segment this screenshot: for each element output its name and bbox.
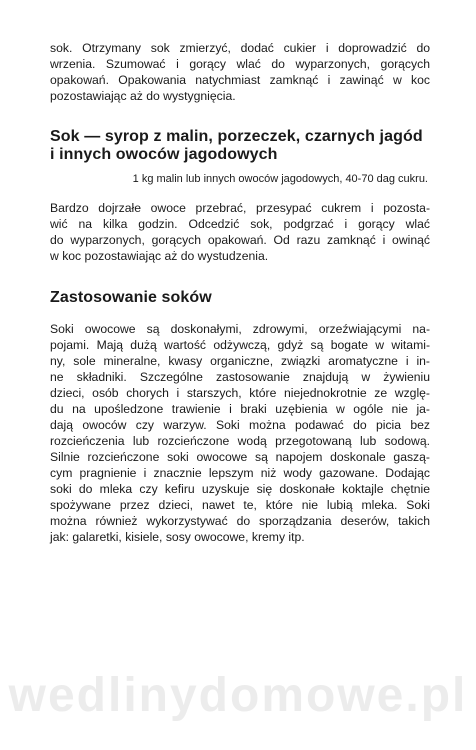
intro-line: sok. Otrzymany sok zmierzyć, dodać cukier i doprowadzić do <box>50 41 430 55</box>
usage-title <box>50 289 430 307</box>
intro-line: pozostawiając aż do wystygnięcia. <box>50 89 236 103</box>
usage-line: można również wykorzystywać do sporządzania deserów, takich <box>50 514 430 528</box>
watermark: wedlinydomowe.pl <box>8 669 468 722</box>
recipe-line: w koc pozostawiając aż do wystudzenia. <box>50 249 269 263</box>
recipe-line: Bardzo dojrzałe owoce przebrać, przesypać cukrem i pozosta- <box>50 201 430 215</box>
usage-line: Soki owocowe są doskonałymi, zdrowymi, orzeźwiającymi na- <box>50 322 430 336</box>
usage-line: cym pragnienie i znacznie lepszym niż wody gazowane. Dodając <box>50 466 430 480</box>
usage-line: pojami. Mają dużą wartość odżywczą, gdyż są bogate w witami- <box>50 338 430 352</box>
usage-line: ne składniki. Szczególne zastosowanie znajdują w żywieniu <box>50 370 430 384</box>
recipe-title <box>50 128 430 164</box>
usage-line: soki do mleka czy kefiru uzyskuje się doskonałe koktajle chętnie <box>50 482 430 496</box>
usage-line: ny, sole mineralne, kwasy organiczne, związki aromatyczne i in- <box>50 354 430 368</box>
usage-line: dzieci, osób chorych i starszych, które niejednokrotnie ze wzglę- <box>50 386 430 400</box>
usage-line: dają owoców czy warzyw. Soki można podawać do picia bez <box>50 418 430 432</box>
intro-paragraph <box>50 40 430 104</box>
usage-title-text: Zastosowanie soków <box>50 289 212 306</box>
usage-line: spożywane przez dzieci, nawet te, które nie lubią mleka. Soki <box>50 498 430 512</box>
recipe-title-line: i innych owoców jagodowych <box>50 146 278 163</box>
intro-line: wrzenia. Szumować i gorący wlać do wyparzonych, gorących <box>50 57 430 71</box>
intro-line: opakowań. Opakowania natychmiast zamknąć i zawinąć w koc <box>50 73 430 87</box>
usage-line: Silnie rozcieńczone soki owocowe są napojem doskonale gaszą- <box>50 450 430 464</box>
recipe-ingredients: 1 kg malin lub innych owoców jagodowych, 40-70 dag cukru. <box>132 173 428 185</box>
recipe-line: wić na kilka godzin. Odcedzić sok, podgrzać i gorący wlać <box>50 217 430 231</box>
usage-paragraph <box>50 321 430 545</box>
document-page <box>50 40 430 545</box>
recipe-paragraph <box>50 200 430 264</box>
usage-line: jak: galaretki, kisiele, sosy owocowe, kremy itp. <box>50 530 305 544</box>
recipe-title-line: Sok — syrop z malin, porzeczek, czarnych jagód <box>50 128 423 145</box>
recipe-line: do wyparzonych, gorących opakowań. Od razu zamknąć i owinąć <box>50 233 430 247</box>
usage-line: du na upośledzone trawienie i braki uzębienia w ogóle nie ja- <box>50 402 430 416</box>
usage-line: rozcieńczenia lub rozcieńczone wodą przegotowaną lub sodową. <box>50 434 430 448</box>
